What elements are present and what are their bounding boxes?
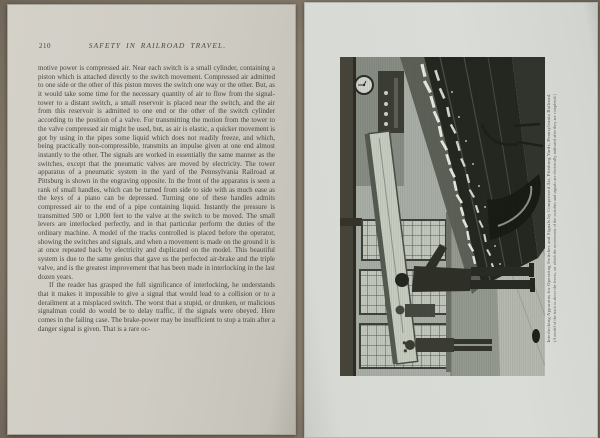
plate-illustration	[340, 57, 545, 376]
interlocking-machine-illustration	[340, 57, 545, 376]
left-page	[7, 4, 296, 435]
paragraph: motive power is compressed air. Near each switch is a small cylinder, containing a piston which is attached directly to the switch movement. Compressed air admitted to one side or the other of this piston moves the switch one way or the other. But, as it would take some time for the necessary quantity of air to flow from the signal-tower to a distant switch, a small reservoir is placed near the switch, and the air from this reservoir is admitted to one end or the other of the switch cylinder according to the position of a valve. For transmitting the motion from the tower to the valve compressed air might be used, but, as air is elastic, a quicker movement is got by using in the pipes some liquid which does not readily freeze, and which, being practically non-compressible, transmits an impulse given at one end almost instantly to the other. The signals are worked in essentially the same manner as the switches, except that the pneumatic valves are moved by electricity. The tower apparatus of a pneumatic system in the yard of the Pennsylvania Railroad at Pittsburg is shown in the engraving opposite. In the front of the apparatus is seen a rank of small handles, which can be turned from side to side with as much ease as the keys of a piano can be depressed. Turning one of these handles admits compressed air to the end of a pipe containing liquid. Instantly the pressure is transmitted 500 or 1,000 feet to the valve at the switch to be moved. The small levers are interlocked perfectly, and in that particular perform the duties of the ordinary machine. A model of the tracks controlled is placed before the operator, showing the switches and signals, and when a movement is made on the ground it is at once repeated back by electricity and duplicated on the model. This beautiful system is due to the same genius that gave us the perfected air-brake and the triple valve, and is the greatest improvement that has been made in interlocking in the last dozen years.	[38, 64, 275, 281]
caption-title: Interlocking Apparatus for Operating Switches and Signals by Compressed Air, Pittsburg Yards, Pennsylvania Railroad.	[546, 93, 551, 343]
page-header	[38, 41, 277, 53]
body-text	[38, 64, 275, 333]
page-number: 210	[39, 42, 51, 50]
plate-caption-rotated	[546, 69, 566, 367]
right-page	[304, 2, 598, 438]
engraving-texture	[340, 57, 545, 376]
plate-caption	[546, 69, 566, 367]
caption-note: (A model of the track is above the levers, on which the movements of the switches and signals are electrically indicated after they are completed.)	[552, 94, 557, 342]
plate-scene-rotated	[340, 57, 545, 376]
paragraph: If the reader has grasped the full significance of interlocking, he understands that it makes it impossible to give a signal that would lead to a collision or to a derailment at a misplaced switch. The worst that a stupid, or drunken, or malicious signalman could do would be to delay traffic, if the signals were obeyed. Here comes in the failing case. The brake-power may be insufficient to stop a train after a danger signal is given. That is a rare oc-	[38, 281, 275, 333]
running-header: SAFETY IN RAILROAD TRAVEL.	[88, 41, 227, 50]
